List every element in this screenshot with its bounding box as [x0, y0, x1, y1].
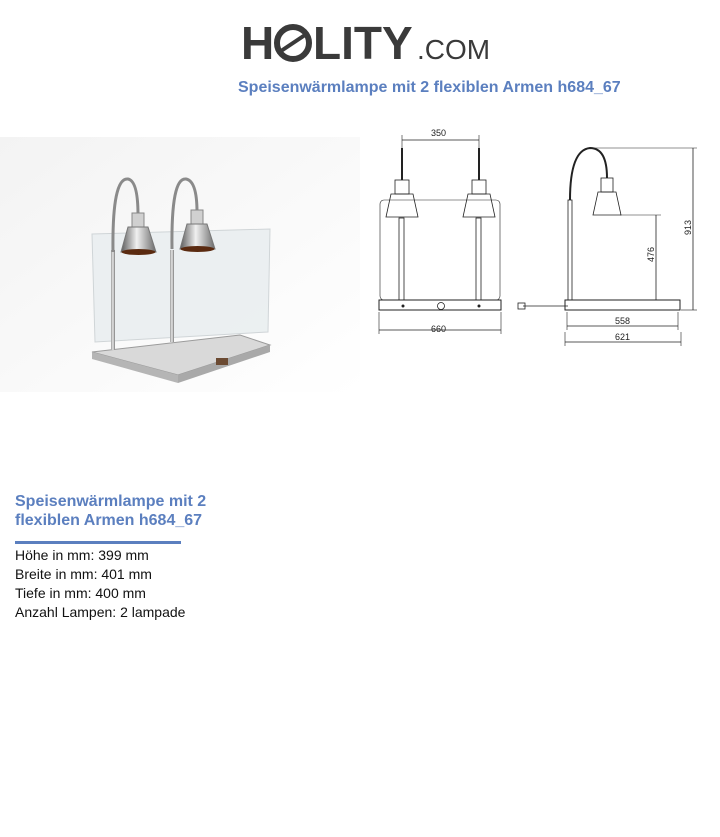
dim-base-width: 660	[431, 324, 447, 334]
spec-depth: Tiefe in mm: 400 mm	[15, 585, 146, 601]
svg-text:.COM: .COM	[417, 34, 491, 65]
spec-height: Höhe in mm: 399 mm	[15, 547, 149, 563]
svg-text:H: H	[241, 17, 275, 69]
spec-width: Breite in mm: 401 mm	[15, 566, 152, 582]
product-title-line1: Speisenwärmlampe mit 2	[15, 493, 207, 510]
spec-list	[15, 546, 185, 622]
dim-depth-inner: 558	[615, 316, 631, 326]
title-underline	[15, 541, 181, 544]
technical-drawing	[365, 120, 705, 350]
logo-graphic	[241, 13, 491, 71]
dim-lamp-spacing: 350	[431, 128, 447, 138]
holity-logo[interactable]	[241, 13, 491, 71]
product-photo	[0, 137, 360, 392]
dim-height-total: 913	[683, 219, 693, 235]
dim-lamp-height: 476	[646, 246, 656, 262]
spec-lamp-count: Anzahl Lampen: 2 lampade	[15, 604, 186, 620]
dim-depth-total: 621	[615, 332, 631, 342]
page-subtitle: Speisenwärmlampe mit 2 flexiblen Armen h684_67	[238, 79, 621, 96]
svg-text:LITY: LITY	[313, 17, 413, 69]
product-title-line2: flexiblen Armen h684_67	[15, 512, 203, 529]
product-title	[15, 492, 245, 530]
